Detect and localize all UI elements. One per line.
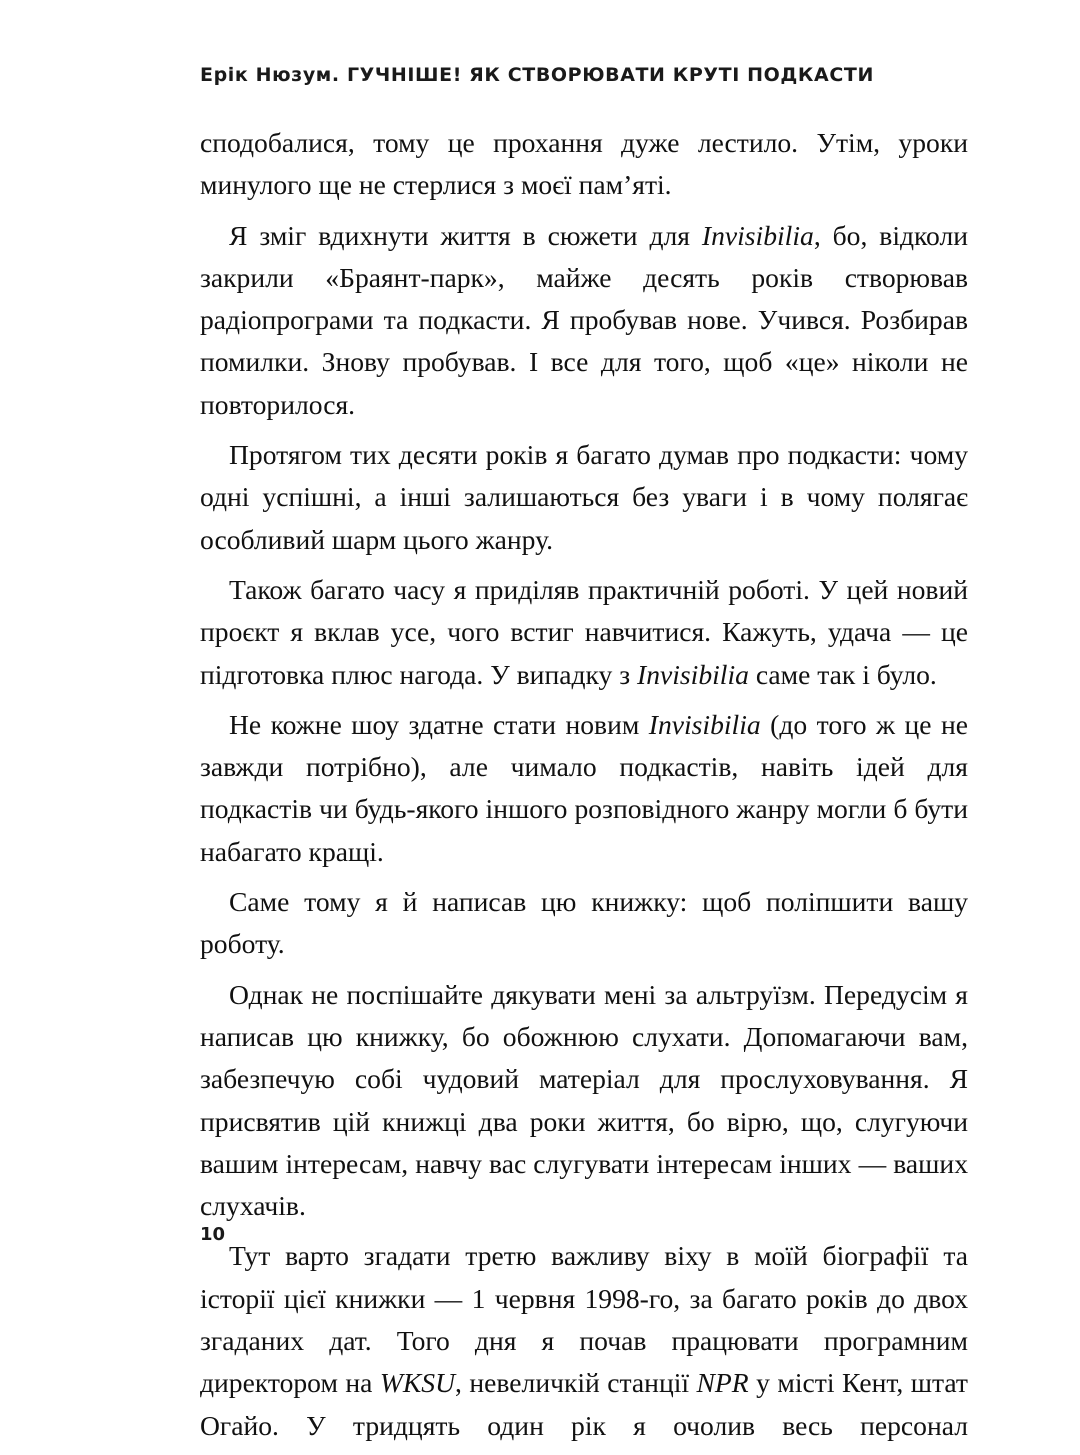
paragraph: Не кожне шоу здатне стати новим Invisibilia (до того ж це не завжди потрібно), але чимало подкастів, навіть ідей для подкастів чи будь-якого іншого розповідного жанру могли б бути набагато кращі. (200, 708, 969, 867)
paragraph: Саме тому я й написав цю книжку: щоб поліпшити вашу роботу. (200, 886, 968, 960)
body-text (200, 122, 968, 1455)
running-head: Ерік Нюзум. ГУЧНІШЕ! ЯК СТВОРЮВАТИ КРУТІ ПОДКАСТИ (200, 64, 874, 86)
paragraph: Однак не поспішайте дякувати мені за альтруїзм. Передусім я написав цю книжку, бо обожнюю слухати. Допомагаючи вам, забезпечую собі чудовий матеріал для прослуховування. Я присвятив цій книжці два роки життя, бо вірю, що, слугуючи вашим інтересам, навчу вас слугувати інтересам інших — ваших слухачів. (200, 978, 968, 1222)
italic-term: Invisibilia (701, 219, 814, 251)
italic-term: Invisibilia (648, 708, 761, 740)
italic-term: WKSU (379, 1367, 456, 1399)
paragraph: сподобалися, тому це прохання дуже лестило. Утім, уроки минулого ще не стерлися з моєї пам’яті. (200, 127, 968, 201)
italic-term: NPR (696, 1367, 749, 1399)
paragraph: Протягом тих десяти років я багато думав про подкасти: чому одні успішні, а інші залишаються без уваги і в чому полягає особливий шарм цього жанру. (200, 439, 968, 555)
paragraph: Тут варто згадати третю важливу віху в моїй біографії та історії цієї книжки — 1 червня 1998-го, за багато років до двох згаданих дат. Того дня я почав працювати програмним директором на WKSU, невеличкій станції NPR у місті Кент, штат Огайо. У тридцять один рік я очолив весь персонал (200, 1240, 968, 1441)
paragraph: Також багато часу я приділяв практичній роботі. У цей новий проєкт я вклав усе, чого встиг навчитися. Кажуть, удача — це підготовка плюс нагода. У випадку з Invisibilia саме так і було. (200, 573, 968, 690)
paragraph: Я зміг вдихнути життя в сюжети для Invisibilia, бо, відколи закрили «Браянт-парк», майже десять років створював радіопрограми та подкасти. Я пробував нове. Учився. Розбирав помилки. Знову пробував. І все для того, щоб «це» ніколи не повторилося. (200, 219, 968, 420)
italic-term: Invisibilia (637, 658, 749, 690)
page-number: 10 (200, 1224, 226, 1245)
